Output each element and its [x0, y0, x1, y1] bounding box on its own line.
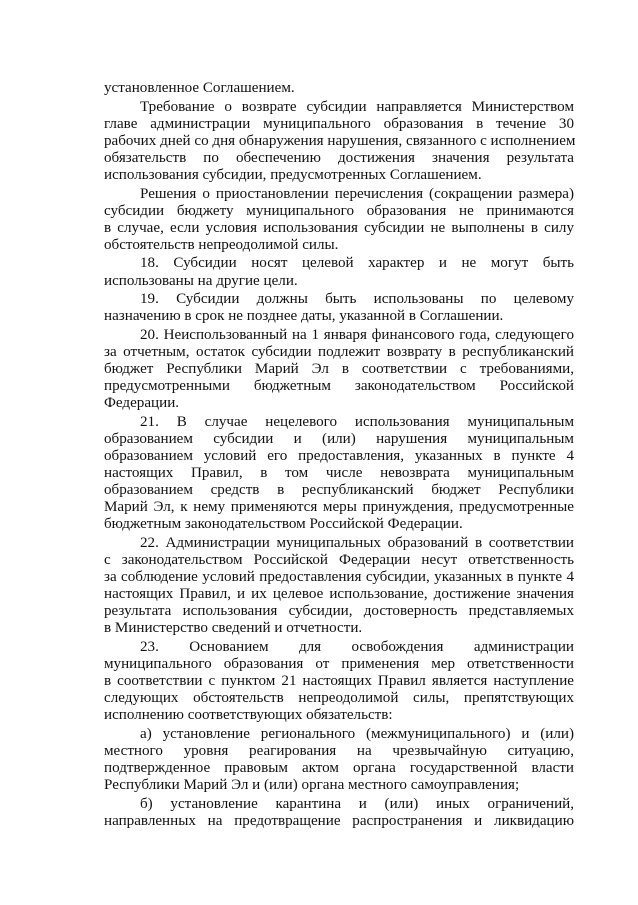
text-line: обстоятельств непреодолимой силы. — [104, 236, 339, 253]
text-line: предусмотренными бюджетным законодательством Российской — [104, 378, 574, 395]
text-line: образованием условий его предоставления, указанных в пункте 4 — [104, 447, 574, 464]
text-line: 18. Субсидии носят целевой характер и не могут быть — [140, 255, 574, 272]
text-line: настоящих Правил, и их целевое использование, достижение значения — [104, 586, 574, 603]
text-line: образованием средств в республиканский бюджет Республики — [104, 482, 574, 499]
text-line: исполнению соответствующих обязательств: — [104, 707, 393, 724]
text-line: муниципального образования от применения мер ответственности — [104, 656, 574, 673]
text-line: с законодательством Российской Федерации несут ответственность — [104, 552, 574, 569]
text-line: Федерации. — [104, 395, 180, 412]
text-line: направленных на предотвращение распространения и ликвидацию — [104, 812, 574, 829]
text-line: б) установление карантина и (или) иных ограничений, — [140, 795, 574, 812]
text-line: а) установление регионального (межмуниципального) и (или) — [140, 725, 574, 742]
text-line: следующих обстоятельств непреодолимой силы, препятствующих — [104, 690, 574, 707]
text-line: 23. Основанием для освобождения администрации — [140, 639, 574, 655]
text-line: в случае, если условия использования субсидии не выполнены в силу — [104, 219, 574, 236]
text-line: местного уровня реагирования на чрезвычайную ситуацию, — [104, 743, 574, 760]
text-line: за отчетным, остаток субсидии подлежит возврату в республиканский — [104, 343, 574, 360]
text-line: за соблюдение условий предоставления субсидии, указанных в пункте 4 — [104, 569, 574, 586]
text-line: обязательств по обеспечению достижения значения результата — [104, 149, 574, 166]
text-line: главе администрации муниципального образования в течение 30 — [104, 115, 574, 132]
text-line: Марий Эл, к нему применяются меры принуждения, предусмотренные — [104, 499, 574, 516]
text-line: бюджет Республики Марий Эл в соответствии с требованиями, — [104, 361, 574, 377]
text-line: Решения о приостановлении перечисления (сокращении размера) — [140, 185, 574, 202]
text-line: бюджетным законодательством Российской Федерации. — [104, 516, 463, 533]
text-line: образованием субсидии и (или) нарушения муниципальным — [104, 430, 574, 447]
text-line: в соответствии с пунктом 21 настоящих Правил является наступление — [104, 673, 574, 690]
text-line: подтвержденное правовым актом органа государственной власти — [104, 760, 574, 777]
text-line: в Министерство сведений и отчетности. — [104, 620, 363, 637]
text-line: Республики Марий Эл и (или) органа местного самоуправления; — [104, 777, 520, 794]
text-line: 21. В случае нецелевого использования муниципальным — [140, 413, 574, 430]
text-line: Требование о возврате субсидии направляется Министерством — [140, 98, 574, 115]
text-line: использованы на другие цели. — [104, 272, 298, 289]
text-line: результата использования субсидии, достоверность представляемых — [104, 603, 574, 620]
text-line: установленное Соглашением. — [104, 80, 295, 96]
text-line: 20. Неиспользованный на 1 января финансового года, следующего — [140, 326, 574, 343]
body-text — [104, 80, 574, 830]
text-line: субсидии бюджету муниципального образования не принимаются — [104, 202, 574, 219]
text-line: 19. Субсидии должны быть использованы по целевому — [140, 291, 574, 308]
text-line: 22. Администрации муниципальных образований в соответствии — [140, 534, 574, 551]
text-line: рабочих дней со дня обнаружения нарушения, связанного с исполнением — [104, 132, 576, 149]
text-line: использования субсидии, предусмотренных Соглашением. — [104, 166, 482, 183]
text-line: настоящих Правил, в том числе невозврата муниципальным — [104, 465, 574, 482]
text-line: назначению в срок не позднее даты, указанной в Соглашении. — [104, 308, 504, 325]
